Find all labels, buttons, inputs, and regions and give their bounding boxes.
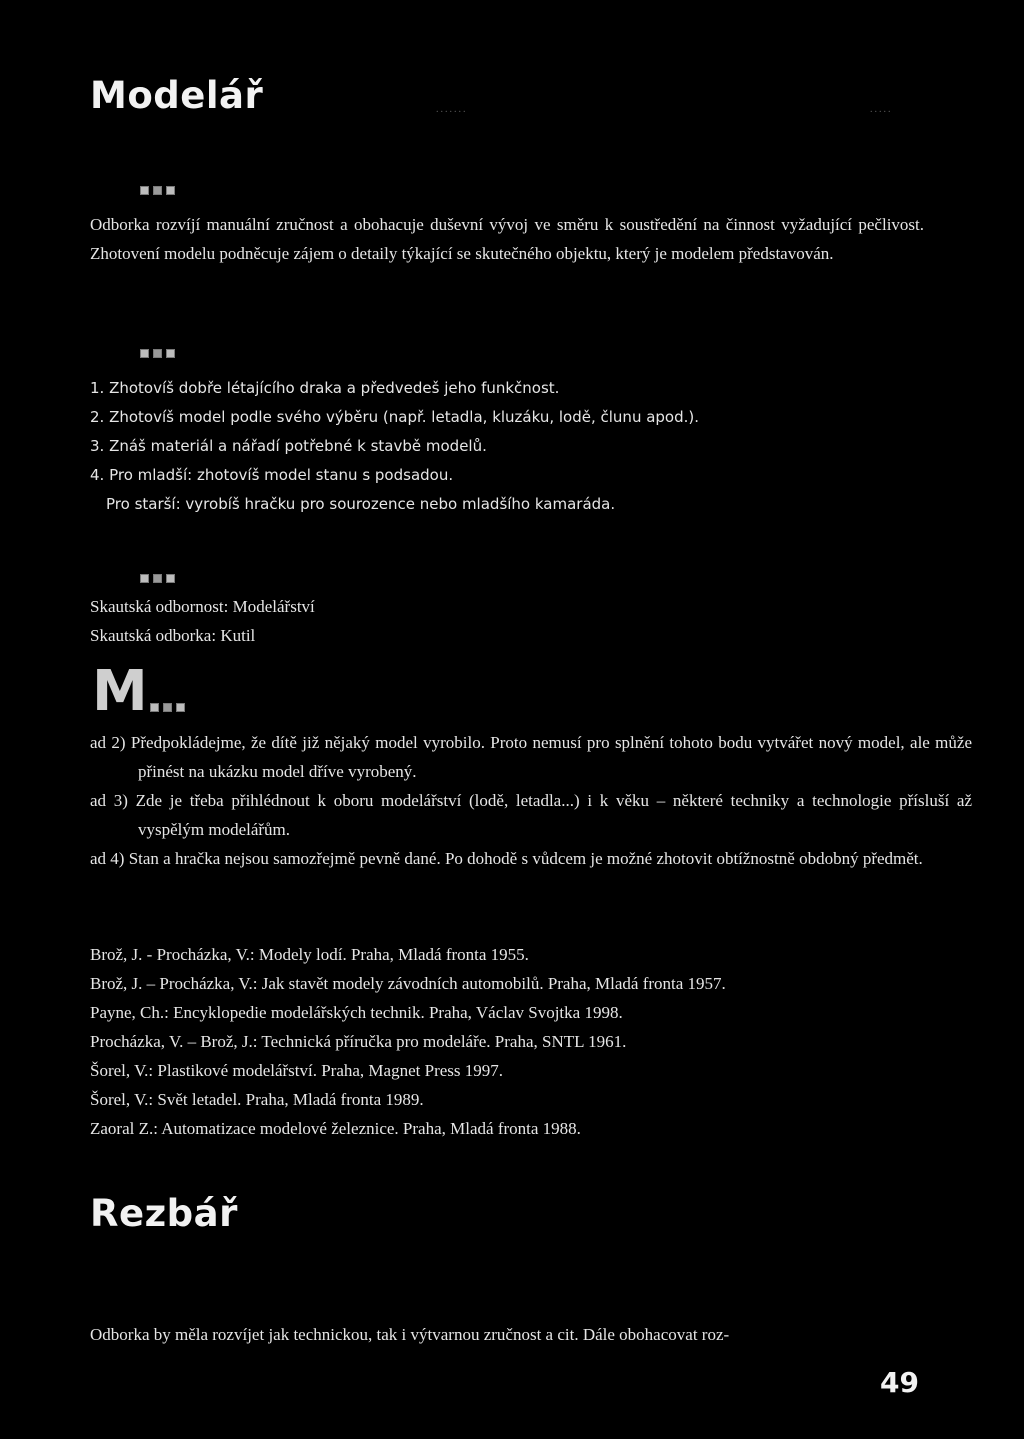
methodology-mark — [92, 659, 185, 724]
header-mark: ..... — [870, 104, 893, 115]
methodology-notes — [90, 728, 972, 873]
literature-item: Šorel, V.: Svět letadel. Praha, Mladá fronta 1989. — [90, 1090, 424, 1109]
page-number: 49 — [880, 1366, 919, 1399]
literature-item: Payne, Ch.: Encyklopedie modelářských technik. Praha, Václav Svojtka 1998. — [90, 1003, 623, 1022]
requirements-list — [90, 374, 699, 519]
section-divider-icon — [140, 349, 175, 358]
literature-item: Zaoral Z.: Automatizace modelové železnice. Praha, Mladá fronta 1988. — [90, 1119, 581, 1138]
intro-paragraph: Odborka rozvíjí manuální zručnost a obohacuje duševní vývoj ve směru k soustředění na činnost vyžadující pečlivost. Zhotovení modelu podněcuje zájem o detaily týkající se skutečného objektu, který je modelem představován. — [90, 215, 924, 263]
requirement-item: Pro starší: vyrobíš hračku pro sourozence nebo mladšího kamaráda. — [106, 495, 616, 513]
related-list — [90, 592, 315, 650]
requirement-item: 3. Znáš materiál a nářadí potřebné k stavbě modelů. — [90, 437, 487, 455]
rezbar-intro: Odborka by měla rozvíjet jak technickou, tak i výtvarnou zručnost a cit. Dále obohacovat roz- — [90, 1325, 730, 1344]
literature-item: Šorel, V.: Plastikové modelářství. Praha, Magnet Press 1997. — [90, 1061, 504, 1080]
literature-item: Brož, J. - Procházka, V.: Modely lodí. Praha, Mladá fronta 1955. — [90, 945, 529, 964]
related-item: Skautská odbornost: Modelářství — [90, 597, 315, 616]
literature-item: Brož, J. – Procházka, V.: Jak stavět modely závodních automobilů. Praha, Mladá fronta 1957. — [90, 974, 726, 993]
section-divider-icon — [150, 703, 185, 712]
literature-item: Procházka, V. – Brož, J.: Technická příručka pro modeláře. Praha, SNTL 1961. — [90, 1032, 627, 1051]
header-mark: ....... — [436, 104, 468, 115]
requirement-item: 1. Zhotovíš dobře létajícího draka a předvedeš jeho funkčnost. — [90, 379, 560, 397]
section-divider-icon — [140, 186, 175, 195]
note-item: ad 3) Zde je třeba přihlédnout k oboru modelářství (lodě, letadla...) i k věku – některé techniky a technologie přísluší až vyspělým modelářům. — [90, 791, 972, 839]
section-title-rezbar: Rezbář — [90, 1192, 238, 1235]
requirement-item: 4. Pro mladší: zhotovíš model stanu s podsadou. — [90, 466, 454, 484]
related-item: Skautská odborka: Kutil — [90, 626, 256, 645]
section-title-modelar: Modelář — [90, 74, 264, 117]
section-divider-icon — [140, 574, 175, 583]
note-item: ad 4) Stan a hračka nejsou samozřejmě pevně dané. Po dohodě s vůdcem je možné zhotovit obtížnostně obdobný předmět. — [90, 849, 923, 868]
requirement-item: 2. Zhotovíš model podle svého výběru (např. letadla, kluzáku, lodě, člunu apod.). — [90, 408, 700, 426]
methodology-m-icon: M — [92, 659, 146, 724]
note-item: ad 2) Předpokládejme, že dítě již nějaký model vyrobilo. Proto nemusí pro splnění tohoto bodu vytvářet nový model, ale může přinést na ukázku model dříve vyrobený. — [90, 733, 972, 781]
literature-list — [90, 940, 726, 1143]
